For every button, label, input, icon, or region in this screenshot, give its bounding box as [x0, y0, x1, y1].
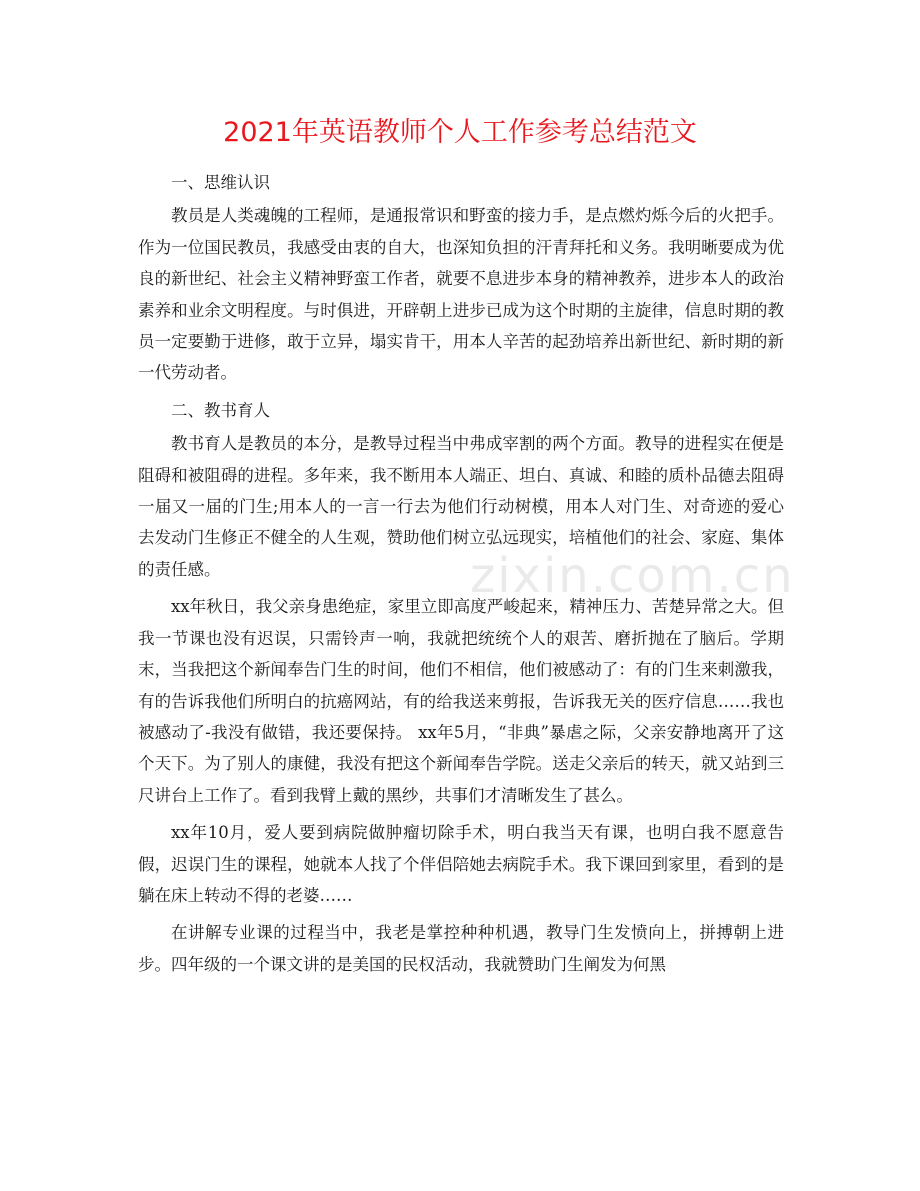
document-title: 2021年英语教师个人工作参考总结范文 [223, 117, 697, 148]
paragraph-thinking: 教员是人类魂魄的工程师，是通报常识和野蛮的接力手，是点燃灼烁今后的火把手。作为一位国民教员，我感受由衷的自大，也深知负担的汗青拜托和义务。我明晰要成为优良的新世纪、社会主义精神野蛮工作者，就要不息进步本身的精神教养，进步本人的政治素养和业余文明程度。与时俱进，开辟朝上进步已成为这个时期的主旋律，信息时期的教员一定要勤于进修，敢于立异，塌实肯干，用本人辛苦的起劲培养出新世纪、新时期的新一代劳动者。 [138, 206, 784, 383]
paragraph-lecture: 在讲解专业课的过程当中，我老是掌控种种机遇，教导门生发愤向上，拼搏朝上进步。四年级的一个课文讲的是美国的民权活动，我就赞助门生阐发为何黑 [138, 923, 784, 974]
document-body [138, 165, 784, 986]
paragraph-teaching: 教书育人是教员的本分，是教导过程当中弗成宰割的两个方面。教导的进程实在便是阻碍和被阻碍的进程。多年来，我不断用本人端正、坦白、真诚、和睦的质朴品德去阻碍一届又一届的门生;用本人的一言一行去为他们行动树模，用本人对门生、对奇迹的爱心去发动门生修正不健全的人生观，赞助他们树立弘远现实，培植他们的社会、家庭、集体的责任感。 [138, 434, 784, 579]
paragraph-father: xx年秋日，我父亲身患绝症，家里立即高度严峻起来，精神压力、苦楚异常之大。但我一节课也没有迟误，只需铃声一响，我就把统统个人的艰苦、磨折抛在了脑后。学期末，当我把这个新闻奉告门生的时间，他们不相信，他们被感动了：有的门生来刺激我，有的告诉我他们所明白的抗癌网站，有的给我送来剪报，告诉我无关的医疗信息……我也被感动了-我没有做错，我还要保持。 xx年5月，“非典”暴虐之际，父亲安静地离开了这个天下。为了别人的康健，我没有把这个新闻奉告学院。送走父亲后的转天，就又站到三尺讲台上工作了。看到我臂上戴的黑纱，共事们才清晰发生了甚么。 [138, 597, 784, 805]
watermark: zixin.com.cn [470, 548, 795, 604]
section-heading-thinking: 一、思维认识 [171, 173, 270, 192]
paragraph-wife: xx年10月，爱人要到病院做肿瘤切除手术，明白我当天有课，也明白我不愿意告假，迟误门生的课程，她就本人找了个伴侣陪她去病院手术。我下课回到家里，看到的是躺在床上转动不得的老婆…… [138, 823, 784, 905]
section-heading-teaching: 二、教书育人 [171, 400, 270, 420]
